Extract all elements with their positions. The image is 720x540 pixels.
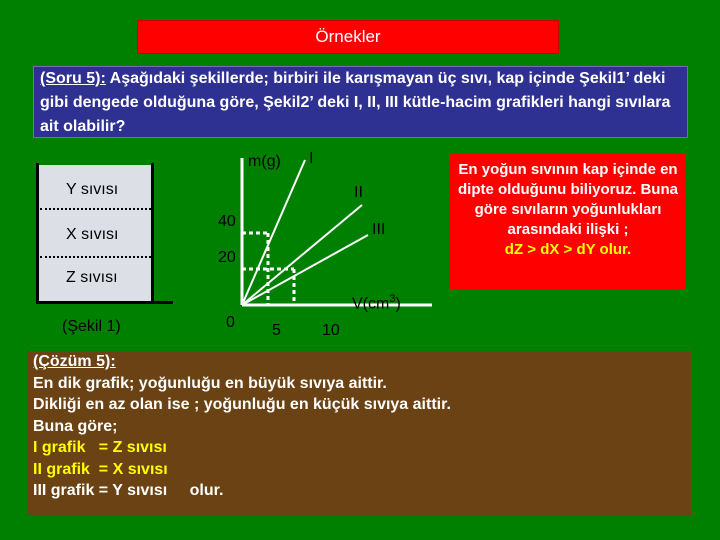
answer-iii-text: III grafik = Y sıvısı: [33, 482, 168, 499]
series-line-iii: [242, 235, 368, 305]
x-axis-label: $V(cm^3)$: [352, 293, 401, 313]
solution-line: En dik grafik; yoğunluğu en büyük sıvıya aittir.: [33, 374, 387, 392]
question-label: (Soru 5):: [40, 70, 106, 87]
density-info-box: [450, 154, 686, 290]
y-axis-label: m(g): [248, 153, 281, 170]
figure1-caption: (Şekil 1): [62, 318, 121, 335]
line-label-i: I: [309, 150, 314, 167]
solution-title: (Çözüm 5):: [33, 353, 116, 370]
density-formula: dZ > dX > dY olur.: [504, 241, 632, 258]
y-tick-20: 20: [218, 249, 236, 266]
info-text: En yoğun sıvının kap içinde en dipte olduğunu biliyoruz. Buna göre sıvıların yoğunlukları arasındaki ilişki ;: [458, 161, 678, 238]
liquid-x-label: X sıvısı: [66, 226, 119, 243]
y-tick-40: 40: [218, 213, 236, 230]
solution-line: Buna göre;: [33, 417, 118, 435]
x-tick-10: 10: [322, 322, 340, 339]
series-line-ii: [242, 205, 362, 305]
page-title: Örnekler: [137, 20, 559, 54]
solution-line: Dikliği en az olan ise ; yoğunluğu en küçük sıvıya aittir.: [33, 396, 451, 413]
line-label-iii: III: [372, 221, 386, 238]
question-text: Aşağıdaki şekillerde; birbiri ile karışmayan üç sıvı, kap içinde Şekil1’ deki gibi dengede olduğuna göre, Şekil2’ deki I, II, III kütle-hacim grafikleri hangi sıvılara ait olabilir?: [40, 70, 671, 135]
origin-label: 0: [226, 314, 235, 331]
answer-i: I grafik = Z sıvısı: [33, 439, 167, 456]
x-tick-5: 5: [272, 322, 281, 339]
answer-iii: [33, 480, 685, 502]
answer-iii-suffix: olur.: [189, 482, 224, 499]
line-label-ii: II: [354, 184, 363, 201]
answer-ii: II grafik = X sıvısı: [33, 460, 168, 478]
liquid-z-label: Z sıvısı: [66, 269, 118, 286]
liquid-y-label: Y sıvısı: [66, 181, 119, 198]
solution-box: [27, 351, 691, 516]
